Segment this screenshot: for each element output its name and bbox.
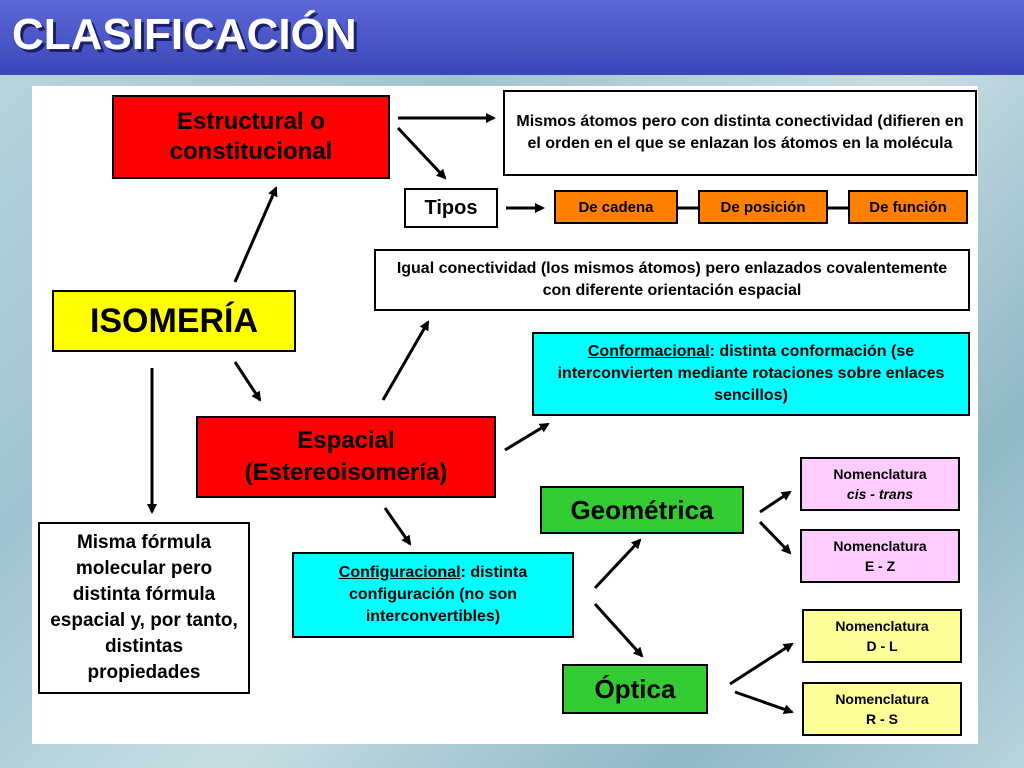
page-title: CLASIFICACIÓN — [12, 10, 357, 59]
configuracional-term: Configuracional — [338, 564, 461, 581]
optica-box — [562, 664, 708, 714]
nomenclatura-label: Nomenclatura — [833, 466, 927, 482]
tipo-funcion-box — [848, 190, 968, 224]
tipo-cadena-label: De cadena — [578, 198, 654, 216]
arrow-estructural-to-tipos — [398, 128, 445, 178]
estructural-desc-text: Mismos átomos pero con distinta conectividad (difieren en el orden en el que se enlazan los átomos en la molécula — [516, 113, 964, 152]
estructural-box — [112, 95, 390, 179]
conformacional-box — [532, 332, 970, 416]
nomenclatura-dl-box — [802, 609, 962, 663]
espacial-label-line2: (Estereoisomería) — [244, 459, 448, 486]
nomenclatura-ez-value: E - Z — [864, 558, 896, 574]
nomenclatura-rs-box — [802, 682, 962, 736]
nomenclatura-dl-value: D - L — [866, 638, 898, 654]
geometrica-box — [540, 486, 744, 534]
configuracional-box — [292, 552, 574, 638]
configuracional-text — [304, 562, 562, 628]
arrow-espacial-to-configuracional — [385, 508, 410, 544]
configuracional-desc: : distinta configuración (no son interconvertibles) — [349, 564, 528, 625]
nomenclatura-rs-value: R - S — [866, 711, 898, 727]
conformacional-text — [546, 341, 956, 407]
estructural-label: Estructural o constitucional — [169, 108, 333, 165]
arrow-optica-to-dl — [730, 644, 792, 684]
arrow-espacial-to-desc — [383, 322, 428, 400]
espacial-desc-box — [374, 249, 970, 311]
tipos-label: Tipos — [424, 196, 478, 219]
arrow-optica-to-rs — [735, 692, 792, 712]
nomenclatura-cis-trans-value: cis - trans — [846, 486, 914, 502]
espacial-label-line1: Espacial — [297, 427, 395, 454]
arrow-configuracional-to-optica — [595, 604, 642, 656]
isomeria-box — [52, 290, 296, 352]
arrow-geometrica-to-cistrans — [760, 492, 790, 512]
arrow-geometrica-to-ez — [760, 522, 790, 553]
nomenclatura-label: Nomenclatura — [833, 538, 927, 554]
espacial-desc-text: Igual conectividad (los mismos átomos) pero enlazados covalentemente con diferente orientación espacial — [396, 260, 948, 299]
misma-formula-box — [38, 522, 250, 694]
arrow-isomeria-to-estructural — [235, 188, 276, 282]
tipo-cadena-box — [554, 190, 678, 224]
arrow-isomeria-to-espacial — [235, 362, 260, 400]
conformacional-term: Conformacional — [587, 343, 710, 360]
tipos-box — [404, 188, 498, 228]
nomenclatura-label: Nomenclatura — [835, 618, 929, 634]
nomenclatura-label: Nomenclatura — [835, 691, 929, 707]
misma-formula-text: Misma fórmula molecular pero distinta fórmula espacial y, por tanto, distintas propiedades — [50, 532, 238, 683]
optica-label: Óptica — [594, 673, 676, 704]
nomenclatura-cis-trans-box — [800, 457, 960, 511]
arrow-espacial-to-conformacional — [505, 424, 548, 450]
espacial-box — [196, 416, 496, 498]
geometrica-label: Geométrica — [570, 494, 714, 525]
tipo-funcion-label: De función — [869, 198, 947, 216]
nomenclatura-ez-box — [800, 529, 960, 583]
arrow-configuracional-to-geometrica — [595, 540, 640, 588]
conformacional-desc: : distinta conformación (se interconvierten mediante rotaciones sobre enlaces sencillos) — [557, 343, 945, 404]
estructural-desc-box — [503, 90, 977, 176]
tipo-posicion-label: De posición — [720, 198, 806, 216]
tipo-posicion-box — [698, 190, 828, 224]
isomeria-label: ISOMERÍA — [89, 301, 259, 340]
